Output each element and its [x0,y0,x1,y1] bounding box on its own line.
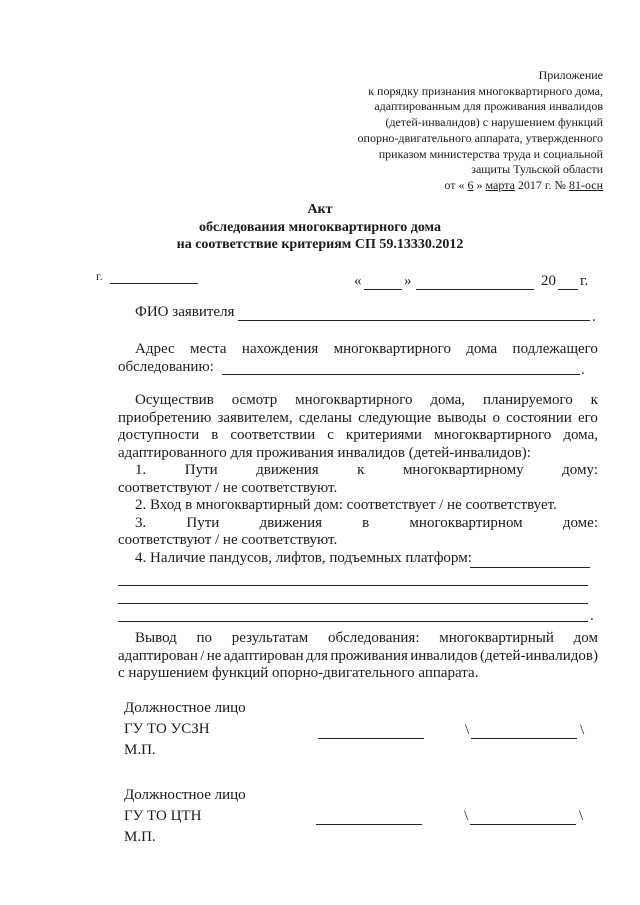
address-label: обследованию: [118,358,214,375]
item-4-field-1[interactable] [470,567,590,568]
order-number: 81-осн [568,177,603,192]
official-title: Должностное лицо [124,700,246,716]
item-3-options: соответствуют / не соответствуют. [118,532,338,548]
signature-block-1 [124,698,246,761]
stamp-label: М.П. [124,742,156,758]
year-suffix: г. [580,273,589,289]
appendix-line: (детей-инвалидов) с нарушением функций [385,115,603,130]
applicant-name-field[interactable] [238,320,590,321]
item-4-field-3[interactable] [118,603,588,604]
sig-mark-right: \ [580,722,585,738]
item-4-field-4[interactable] [118,621,588,622]
city-prefix: г. [96,269,103,283]
item-4-end: . [590,608,594,624]
signature-name-field-2[interactable] [470,824,576,825]
sig-mark-left: \ [465,722,470,738]
order-day: 6 [467,177,474,192]
title-line: обследования многоквартирного дома [199,219,441,235]
item-2: 2. Вход в многоквартирный дом: соответствует / не соответствует. [135,497,557,513]
applicant-label: ФИО заявителя [135,304,235,320]
applicant-end: . [592,309,596,325]
title-line: на соответствие критериям СП 59.13330.2012 [176,237,464,252]
item-1-options: соответствуют / не соответствуют. [118,479,338,496]
sig-mark-right: \ [579,808,584,824]
year-prefix: 20 [541,273,556,289]
order-month: марта [485,177,515,192]
appendix-line: опорно-двигательного аппарата, утвержденного [357,130,603,145]
appendix-line: к порядку признания многоквартирного дома, [368,83,603,98]
conclusion-paragraph: Вывод по результатам обследования: многоквартирный дом адаптирован / не адаптирован для проживания инвалидов (детей-инвалидов) с нарушением функций опорно-двигательного аппарата. [118,630,598,681]
address-paragraph: Адрес места нахождения многоквартирного дома подлежащего обследованию: [118,341,598,375]
signature-field-2[interactable] [316,824,422,825]
quote-open: « [354,273,362,289]
appendix-line: приказом министерства труда и социальной [378,146,603,161]
month-field[interactable] [416,289,534,290]
appendix-line: защиты Тульской области [471,162,603,177]
official-org: ГУ ТО УСЗН [124,721,210,737]
item-1: 1. Пути движения к многоквартирному дому: [135,462,598,478]
item-3: 3. Пути движения в многоквартирном доме: [135,514,598,531]
sig-mark-left: \ [464,808,469,824]
survey-paragraph: Осуществив осмотр многоквартирного дома, планируемого к приобретению заявителем, сделаны следующие выводы о состоянии его доступности в соответствии с критериями многоквартирного дома, адаптированного для проживания инвалидов (детей-инвалидов): 1. Пути движения к многоквартирному дому: соответствуют / не соответствуют. 2. Вход в многоквартирный дом: соответствует / не соответствует. 3. Пути движения в многоквартирном доме: соответствуют / не соответствуют. 4. Наличие пандусов, лифтов, подъемных платформ: [118,392,598,566]
document-title [0,201,640,254]
address-field[interactable] [222,374,580,375]
appendix-line: Приложение [538,68,603,82]
signature-name-field-1[interactable] [471,738,577,739]
official-title: Должностное лицо [124,787,246,803]
appendix-date: от « 6 » марта 2017 г. № 81-осн [444,177,603,192]
city-field[interactable] [110,283,198,284]
day-field[interactable] [364,289,402,290]
item-4: 4. Наличие пандусов, лифтов, подъемных платформ: [135,549,472,566]
appendix-line: адаптированным для проживания инвалидов [374,99,603,114]
title-line: Акт [307,202,333,217]
signature-field-1[interactable] [318,738,424,739]
stamp-label: М.П. [124,829,156,845]
signature-block-2 [124,785,246,848]
official-org: ГУ ТО ЦТН [124,808,202,824]
quote-close: » [404,273,412,289]
appendix-block [358,68,603,194]
item-4-field-2[interactable] [118,585,588,586]
address-end: . [581,362,585,378]
year-field[interactable] [558,289,578,290]
